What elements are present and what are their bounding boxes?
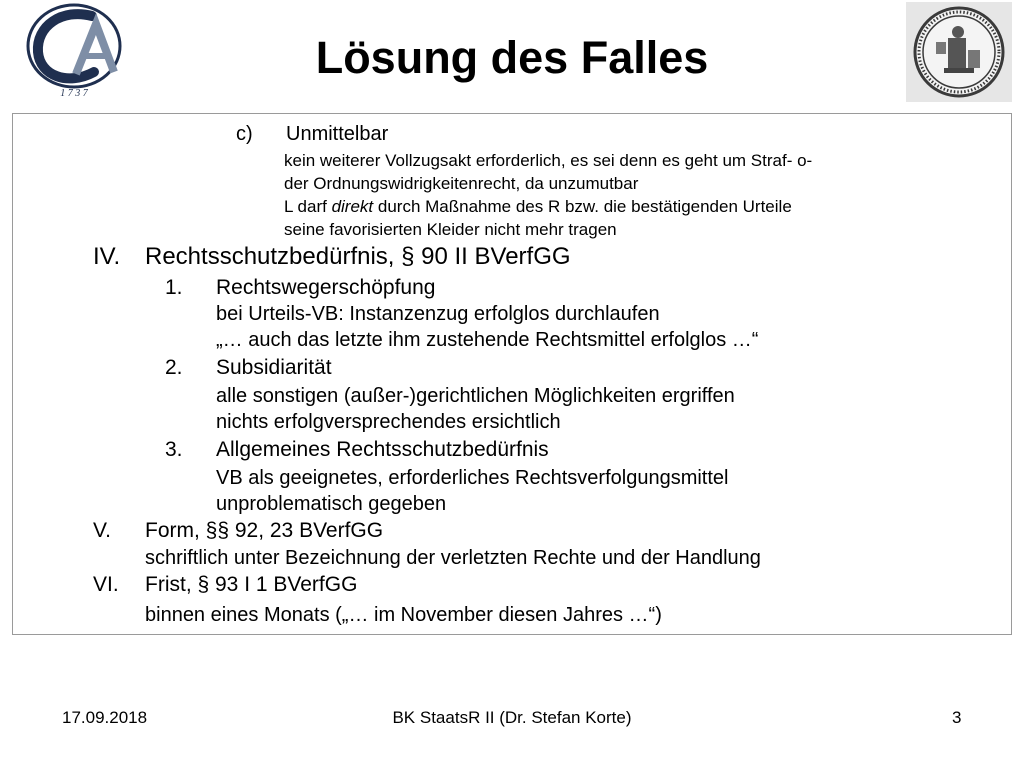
section-iv-number: IV.	[93, 243, 121, 270]
section-iv-3-number: 3.	[165, 438, 183, 461]
logo-year-glyphs: 1 7 3 7	[60, 88, 88, 99]
section-vi-heading: Frist, § 93 I 1 BVerfGG	[145, 573, 358, 596]
section-iv-3-line-2: unproblematisch gegeben	[216, 493, 447, 515]
section-iv-heading: Rechtsschutzbedürfnis, § 90 II BVerfGG	[145, 243, 571, 270]
item-c-text-line-1: kein weiterer Vollzugsakt erforderlich, es sei denn es geht um Straf- o-	[284, 151, 813, 170]
section-iv-1-line-2: „… auch das letzte ihm zustehende Rechtsmittel erfolglos …“	[216, 329, 759, 351]
section-vi-line-1: binnen eines Monats („… im November diesen Jahres …“)	[145, 604, 662, 626]
section-iv-2-heading: Subsidiarität	[216, 356, 332, 379]
footer-page-number: 3	[952, 708, 962, 727]
footer-date: 17.09.2018	[62, 708, 148, 727]
section-iv-3-line-1: VB als geeignetes, erforderliches Rechtsverfolgungsmittel	[216, 467, 729, 489]
item-c-text-line-3-start: L darf	[284, 197, 332, 216]
section-iv-1-line-1: bei Urteils-VB: Instanzenzug erfolglos durchlaufen	[216, 303, 660, 325]
item-c-text-line-3-emphasis: direkt	[331, 197, 374, 216]
slide-title: Lösung des Falles	[315, 32, 709, 83]
item-c-text-line-2: der Ordnungswidrigkeitenrecht, da unzumutbar	[284, 174, 639, 193]
item-c-text-line-4: seine favorisierten Kleider nicht mehr tragen	[284, 220, 617, 239]
footer-course: BK StaatsR II (Dr. Stefan Korte)	[392, 708, 632, 727]
item-c-number: c)	[236, 123, 253, 145]
section-v-heading: Form, §§ 92, 23 BVerfGG	[145, 519, 384, 542]
section-v-line-1: schriftlich unter Bezeichnung der verletzten Rechte und der Handlung	[145, 547, 761, 569]
section-vi-number: VI.	[93, 573, 119, 596]
section-iv-2-line-2: nichts erfolgversprechendes ersichtlich	[216, 411, 561, 433]
section-iv-1-heading: Rechtswegerschöpfung	[216, 276, 436, 299]
section-v-number: V.	[93, 519, 111, 542]
section-iv-1-number: 1.	[165, 276, 183, 299]
item-c-text-line-3	[284, 197, 792, 217]
item-c-heading: Unmittelbar	[286, 123, 389, 145]
section-iv-3-heading: Allgemeines Rechtsschutzbedürfnis	[216, 438, 549, 461]
section-iv-2-number: 2.	[165, 356, 183, 379]
section-iv-2-line-1: alle sonstigen (außer-)gerichtlichen Möglichkeiten ergriffen	[216, 385, 735, 407]
item-c-text-line-3-end: durch Maßnahme des R bzw. die bestätigenden Urteile	[373, 197, 792, 216]
content-box	[12, 113, 1012, 635]
